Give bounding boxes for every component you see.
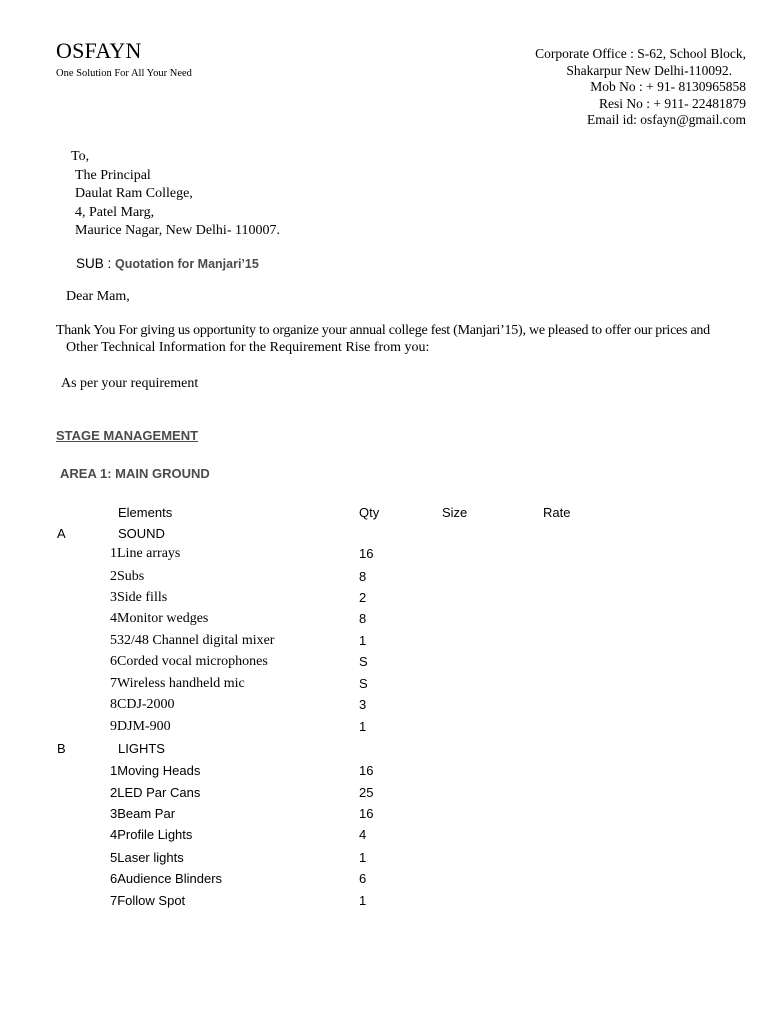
item-number: 2 — [110, 785, 118, 800]
recipient-block — [71, 148, 280, 241]
table-row — [0, 676, 768, 698]
category-label: LIGHTS — [118, 741, 165, 756]
item-qty: 6 — [359, 871, 367, 886]
item-number: 6 — [110, 871, 118, 886]
item-name: LED Par Cans — [117, 785, 201, 800]
table-row — [0, 763, 768, 785]
table-row — [0, 569, 768, 591]
item-name: Wireless handheld mic — [117, 676, 245, 691]
table-row — [0, 785, 768, 807]
recipient-street: 4, Patel Marg, — [75, 204, 155, 220]
item-number: 1 — [110, 763, 118, 778]
category-letter: A — [57, 526, 66, 541]
table-row — [0, 719, 768, 741]
item-name: Side fills — [117, 590, 168, 605]
item-name: 32/48 Channel digital mixer — [117, 633, 275, 648]
item-qty: 1 — [359, 893, 367, 908]
item-qty: 1 — [359, 850, 367, 865]
item-name: Monitor wedges — [117, 611, 209, 626]
item-name: Profile Lights — [117, 827, 193, 842]
table-row — [0, 654, 768, 676]
recipient-to: To, — [71, 149, 90, 164]
table-row — [0, 611, 768, 633]
item-qty: 2 — [359, 590, 367, 605]
item-name: Beam Par — [117, 806, 176, 821]
subject-text: Quotation for Manjari’15 — [115, 257, 259, 271]
item-qty: 8 — [359, 569, 367, 584]
item-name: Subs — [117, 569, 145, 584]
item-name: CDJ-2000 — [117, 697, 175, 712]
section-title: STAGE MANAGEMENT — [56, 428, 199, 443]
item-number: 4 — [110, 827, 118, 842]
greeting: Dear Mam, — [66, 289, 130, 304]
table-row — [0, 806, 768, 828]
item-name: Laser lights — [117, 850, 184, 865]
company-name: OSFAYN — [56, 38, 142, 63]
column-header-elements: Elements — [118, 505, 173, 520]
item-number: 1 — [110, 546, 117, 561]
subject-prefix: SUB : — [76, 256, 112, 271]
item-number: 3 — [110, 806, 118, 821]
table-row — [0, 871, 768, 893]
item-number: 2 — [110, 569, 117, 584]
area-title: AREA 1: MAIN GROUND — [60, 466, 210, 481]
item-qty: S — [359, 654, 368, 669]
item-name: Audience Blinders — [117, 871, 223, 886]
item-number: 7 — [110, 676, 117, 691]
column-header-qty: Qty — [359, 505, 380, 520]
item-number: 3 — [110, 590, 117, 605]
item-qty: 3 — [359, 697, 367, 712]
item-number: 6 — [110, 654, 117, 669]
item-name: Line arrays — [117, 546, 181, 561]
item-qty: 16 — [359, 806, 374, 821]
item-qty: 4 — [359, 827, 367, 842]
item-qty: 25 — [359, 785, 374, 800]
item-number: 8 — [110, 697, 117, 712]
item-number: 9 — [110, 719, 117, 734]
table-row — [0, 633, 768, 655]
category-row-lights — [0, 741, 768, 763]
table-row — [0, 546, 768, 568]
item-qty: 16 — [359, 763, 374, 778]
body-line: Thank You For giving us opportunity to organize your annual college fest (Manjari’15), we pleased to offer our prices and — [56, 323, 710, 338]
item-qty: 1 — [359, 719, 367, 734]
table-row — [0, 850, 768, 872]
category-row-sound — [0, 526, 768, 548]
email-address: Email id: osfayn@gmail.com — [586, 112, 746, 127]
mobile-number: Mob No : + 91- 8130965858 — [590, 79, 746, 94]
subject-line — [76, 256, 259, 271]
category-label: SOUND — [118, 526, 165, 541]
item-name: Moving Heads — [117, 763, 201, 778]
item-name: Follow Spot — [117, 893, 186, 908]
item-number: 7 — [110, 893, 118, 908]
column-header-size: Size — [442, 505, 468, 520]
category-letter: B — [57, 741, 66, 756]
table-row — [0, 590, 768, 612]
body-paragraph — [56, 322, 746, 356]
item-name: DJM-900 — [117, 719, 171, 734]
column-header-rate: Rate — [543, 505, 571, 520]
item-qty: 1 — [359, 633, 367, 648]
recipient-college: Daulat Ram College, — [75, 186, 193, 201]
office-address-line: Corporate Office : S-62, School Block, — [535, 46, 746, 61]
table-row — [0, 893, 768, 915]
as-per-requirement: As per your requirement — [61, 376, 199, 391]
item-number: 5 — [110, 850, 118, 865]
company-tagline: One Solution For All Your Need — [56, 68, 192, 79]
table-row — [0, 827, 768, 849]
item-qty: S — [359, 676, 368, 691]
office-address-block — [535, 46, 746, 129]
item-name: Corded vocal microphones — [117, 654, 268, 669]
body-line: Other Technical Information for the Requirement Rise from you: — [66, 340, 430, 355]
table-row — [0, 697, 768, 719]
residence-number: Resi No : + 911- 22481879 — [599, 95, 746, 111]
recipient-city: Maurice Nagar, New Delhi- 110007. — [75, 223, 280, 238]
item-number: 5 — [110, 633, 117, 648]
item-number: 4 — [110, 611, 117, 626]
item-qty: 8 — [359, 611, 367, 626]
recipient-title: The Principal — [75, 167, 151, 183]
item-qty: 16 — [359, 546, 374, 561]
office-address-line: Shakarpur New Delhi-110092. — [566, 62, 732, 78]
